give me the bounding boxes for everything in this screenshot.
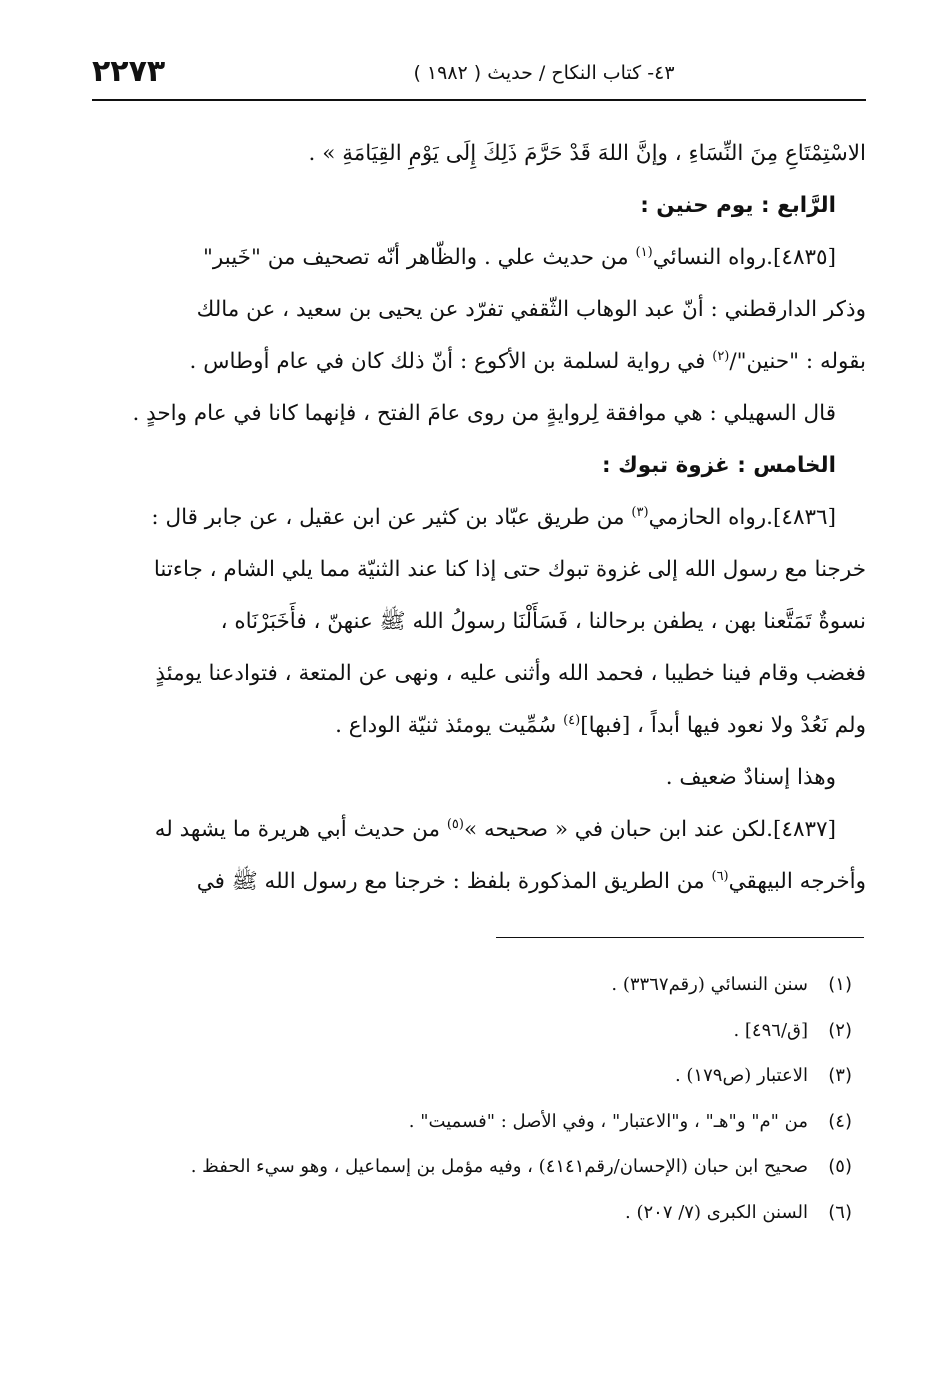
text-line: وأخرجه البيهقي$^{(٦)}$ من الطريق المذكورة بلفظ : خرجنا مع رسول الله ﷺ في [196, 868, 866, 894]
footnote-text: [ق/٤٩٦] . [733, 1019, 808, 1041]
footnote-4 [92, 1099, 852, 1145]
text-line: خرجنا مع رسول الله إلى غزوة تبوك حتى إذا كنا عند الثنيّة مما يلي الشام ، جاءتنا [153, 557, 866, 582]
text-line: فغضب وقام فينا خطيبا ، فحمد الله وأثنى عليه ، ونهى عن المتعة ، فتوادعنا يومئذٍ [155, 661, 866, 686]
footnote-marker: (٣) [828, 1065, 852, 1086]
footnote-ref-5[interactable]: (٥) [446, 816, 464, 832]
footnotes [92, 962, 852, 1235]
footnote-ref-3[interactable]: (٣) [631, 504, 649, 520]
footnote-separator [496, 937, 864, 938]
footnote-text: السنن الكبرى (٧/ ٢٠٧) . [625, 1201, 808, 1223]
footnote-marker: (٦) [828, 1201, 852, 1223]
text-line: ولم نَعُدْ ولا نعود فيها أبداً ، [فبها]$^{(٤)}$ سُمِّيت يومئذ ثنيّة الوداع . [335, 712, 866, 738]
footnote-marker: (١) [828, 974, 852, 995]
running-head: ٤٣- كتاب النكاح / حديث ( ١٩٨٢ ) [413, 62, 675, 84]
hadith-4836: [٤٨٣٦].رواه الحازمي$^{(٣)}$ من طريق عبّاد بن كثير عن ابن عقيل ، عن جابر قال : [151, 504, 836, 530]
footnote-ref-6[interactable]: (٦) [711, 868, 729, 884]
footnote-2 [92, 1008, 852, 1054]
footnote-ref-1[interactable]: (١) [635, 244, 653, 260]
footnote-ref-4[interactable]: (٤) [563, 712, 581, 728]
text-line: قال السهيلي : هي موافقة لِروايةٍ من روى عامَ الفتح ، فإنهما كانا في عام واحدٍ . [132, 401, 836, 426]
header-rule [92, 99, 866, 101]
footnote-marker: (٤) [828, 1110, 852, 1132]
text-line: وذكر الدارقطني : أنّ عبد الوهاب الثّقفي تفرّد عن يحيى بن سعيد ، عن مالك [196, 297, 866, 322]
footnote-3 [92, 1053, 852, 1099]
footnote-text: من "م" و"هـ" ، و"الاعتبار" ، وفي الأصل : "فسميت" . [408, 1110, 808, 1132]
main-text [92, 128, 866, 908]
text-line: الاسْتِمْتَاعِ مِنَ النِّسَاءِ ، وإنَّ اللهَ قَدْ حَرَّمَ ذَلِكَ إِلَى يَوْمِ القِيَامَةِ » . [308, 141, 866, 166]
text-line: بقوله : "حنين"/$^{(٢)}$ في رواية لسلمة بن الأكوع : أنّ ذلك كان في عام أوطاس . [189, 348, 866, 374]
footnote-6 [92, 1190, 852, 1236]
footnote-5 [92, 1144, 852, 1190]
text-line: وهذا إسنادٌ ضعيف . [665, 765, 836, 790]
footnote-text: صحيح ابن حبان (الإحسان/رقم٤١٤١) ، وفيه مؤمل بن إسماعيل ، وهو سيء الحفظ . [190, 1156, 808, 1177]
footnote-text: سنن النسائي (رقم٣٣٦٧) . [611, 974, 808, 995]
footnote-marker: (٢) [828, 1019, 852, 1041]
hadith-4837: [٤٨٣٧].لكن عند ابن حبان في « صحيحه »$^{(٥)}$ من حديث أبي هريرة ما يشهد له [154, 816, 836, 842]
section-heading-hunayn: الرَّابع : يوم حنين : [640, 193, 836, 218]
hadith-4835: [٤٨٣٥].رواه النسائي$^{(١)}$ من حديث علي . والظّاهر أنّه تصحيف من "خَيبر" [202, 244, 836, 270]
page-number: ٢٢٧٣ [92, 54, 166, 89]
footnote-marker: (٥) [828, 1156, 852, 1177]
text-line: نسوةٌ تَمَتَّعنا بهن ، يطفن برحالنا ، فَسَأَلْنَا رسولُ الله ﷺ عنهنّ ، فأَخَبَرْنَاه ، [220, 609, 866, 634]
footnote-ref-2[interactable]: (٢) [712, 348, 730, 364]
footnote-text: الاعتبار (ص١٧٩) . [674, 1065, 808, 1086]
footnote-1 [92, 962, 852, 1008]
page-header [92, 52, 866, 100]
section-heading-tabuk: الخامس : غزوة تبوك : [601, 453, 836, 478]
